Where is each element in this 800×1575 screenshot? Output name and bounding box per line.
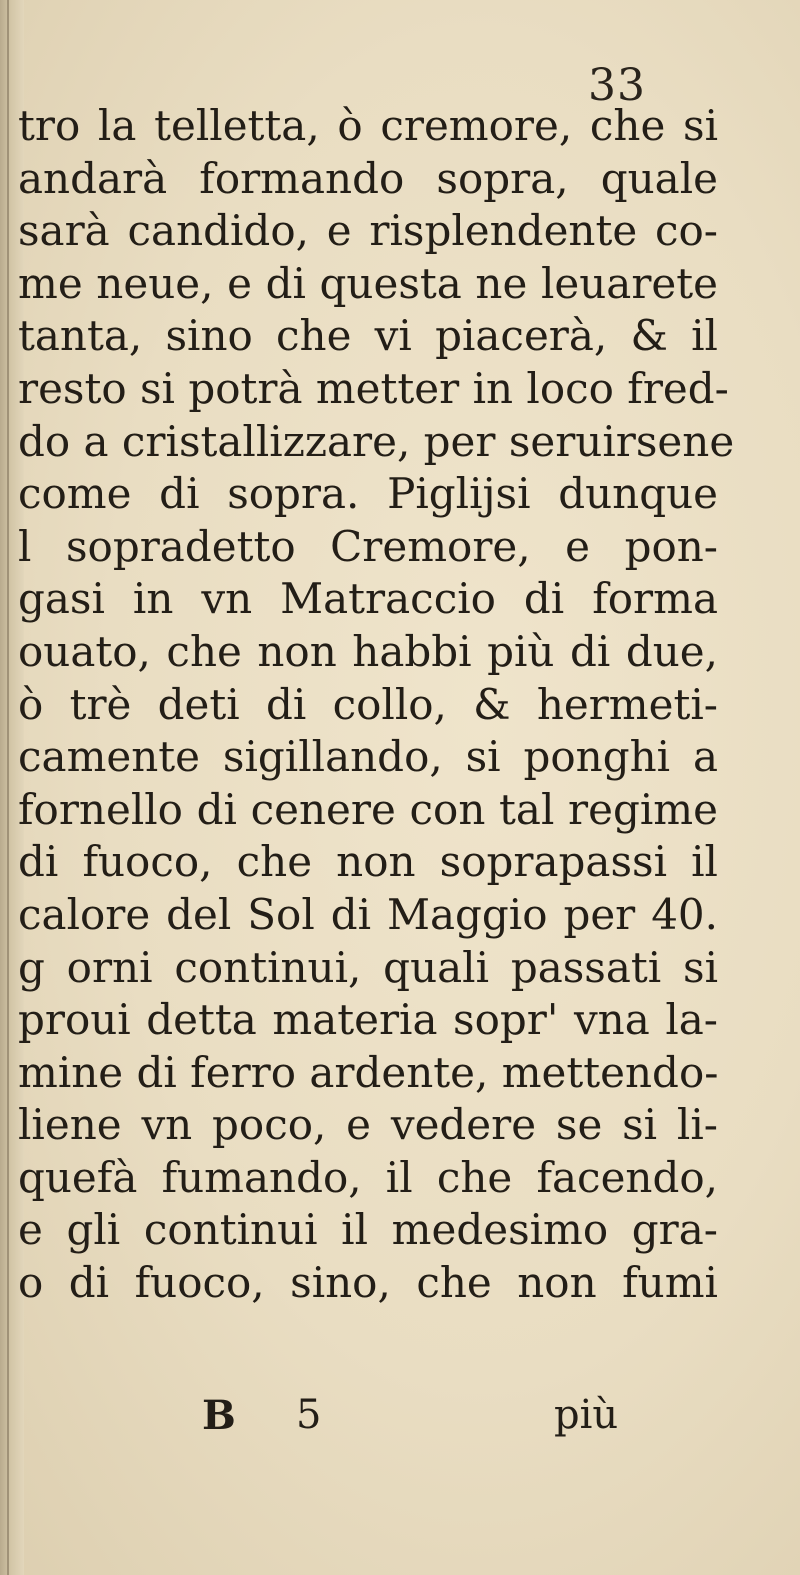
body-text (18, 100, 735, 1310)
signature-mark: B (202, 1392, 236, 1439)
text-line: calore del Sol di Maggio per 40. (18, 889, 718, 939)
gathering-number: 5 (296, 1392, 322, 1438)
page-footer (0, 1392, 800, 1452)
text-line: g orni continui, quali passati si (18, 942, 718, 992)
text-line: proui detta materia sopr' vna la- (18, 995, 718, 1045)
text-line: di fuoco, che non soprapassi il (18, 837, 718, 887)
text-line: ouato, che non habbi più di due, (18, 626, 718, 676)
text-line: me neue, e di questa ne leuarete (18, 258, 718, 308)
text-line: resto si potrà metter in loco fred- (18, 363, 729, 413)
text-line: camente sigillando, si ponghi a (18, 732, 718, 782)
text-line: gasi in vn Matraccio di forma (18, 574, 718, 624)
text-line: o di fuoco, sino, che non fumi (18, 1258, 718, 1308)
page-number: 33 (588, 60, 646, 111)
text-line: sarà candido, e risplendente co- (18, 206, 718, 256)
text-line: andarà formando sopra, quale (18, 153, 718, 203)
catchword: più (554, 1392, 619, 1438)
text-line: tro la telletta, ò cremore, che si (18, 101, 718, 150)
text-line: do a cristallizzare, per seruirsene (18, 416, 735, 466)
text-line: e gli continui il medesimo gra- (18, 1205, 718, 1255)
text-line: liene vn poco, e vedere se si li- (18, 1100, 718, 1150)
text-line: ò trè deti di collo, & hermeti- (18, 679, 718, 729)
text-line: l sopradetto Cremore, e pon- (18, 521, 718, 571)
text-line: fornello di cenere con tal regime (18, 784, 718, 834)
binding-line (7, 0, 9, 1575)
text-line: mine di ferro ardente, mettendo- (18, 1047, 719, 1097)
text-line: quefà fumando, il che facendo, (18, 1152, 718, 1202)
text-line: tanta, sino che vi piacerà, & il (18, 311, 718, 361)
text-line: come di sopra. Piglijsi dunque (18, 469, 718, 519)
